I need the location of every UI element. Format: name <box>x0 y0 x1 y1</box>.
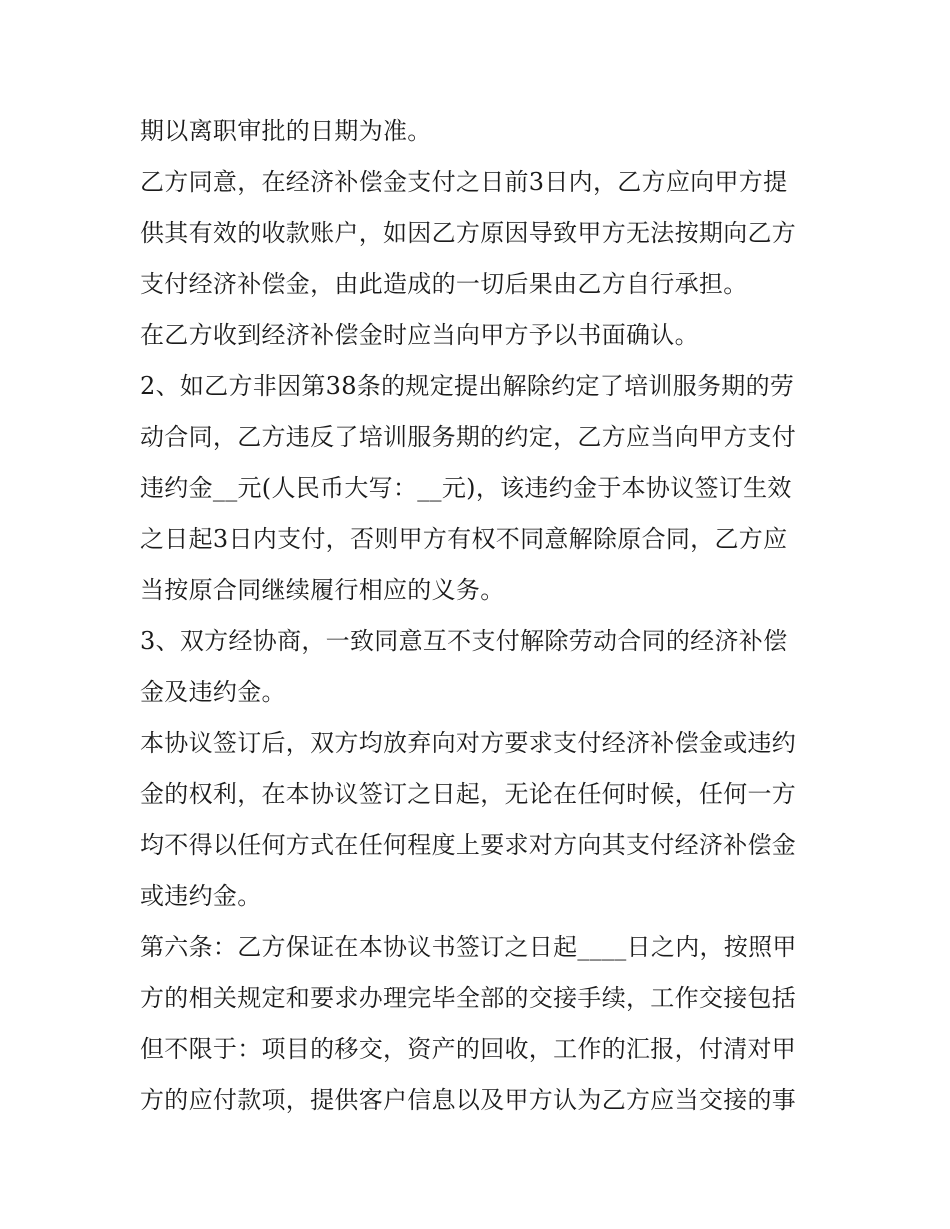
text-line: 但不限于：项目的移交，资产的回收，工作的汇报，付清对甲 <box>140 1035 797 1063</box>
text-line: 本协议签订后，双方均放弃向对方要求支付经济补偿金或违约 <box>140 729 797 757</box>
text-line: 违约金__元(人民币大写：__元)，该违约金于本协议签订生效 <box>140 474 792 502</box>
text-line: 供其有效的收款账户，如因乙方原因导致甲方无法按期向乙方 <box>140 219 797 247</box>
text-line: 第六条：乙方保证在本协议书签订之日起____日之内，按照甲 <box>140 933 797 961</box>
text-line: 方的应付款项，提供客户信息以及甲方认为乙方应当交接的事 <box>140 1086 797 1114</box>
text-line: 方的相关规定和要求办理完毕全部的交接手续，工作交接包括 <box>140 984 797 1012</box>
text-line: 均不得以任何方式在任何程度上要求对方向其支付经济补偿金 <box>140 831 797 859</box>
text-line: 在乙方收到经济补偿金时应当向甲方予以书面确认。 <box>140 321 699 349</box>
document-body <box>140 106 820 1126</box>
text-line: 支付经济补偿金，由此造成的一切后果由乙方自行承担。 <box>140 270 748 298</box>
text-line: 期以离职审批的日期为准。 <box>140 117 432 145</box>
text-line: 3、双方经协商，一致同意互不支付解除劳动合同的经济补偿 <box>140 627 788 655</box>
text-line: 2、如乙方非因第38条的规定提出解除约定了培训服务期的劳 <box>140 372 795 400</box>
text-line: 乙方同意，在经济补偿金支付之日前3日内，乙方应向甲方提 <box>140 168 788 196</box>
text-line: 或违约金。 <box>140 882 262 910</box>
text-line: 金及违约金。 <box>140 678 286 706</box>
text-line: 之日起3日内支付，否则甲方有权不同意解除原合同，乙方应 <box>140 525 788 553</box>
text-line: 当按原合同继续履行相应的义务。 <box>140 576 505 604</box>
text-line: 金的权利，在本协议签订之日起，无论在任何时候，任何一方 <box>140 780 797 808</box>
text-line: 动合同，乙方违反了培训服务期的约定，乙方应当向甲方支付 <box>140 423 797 451</box>
